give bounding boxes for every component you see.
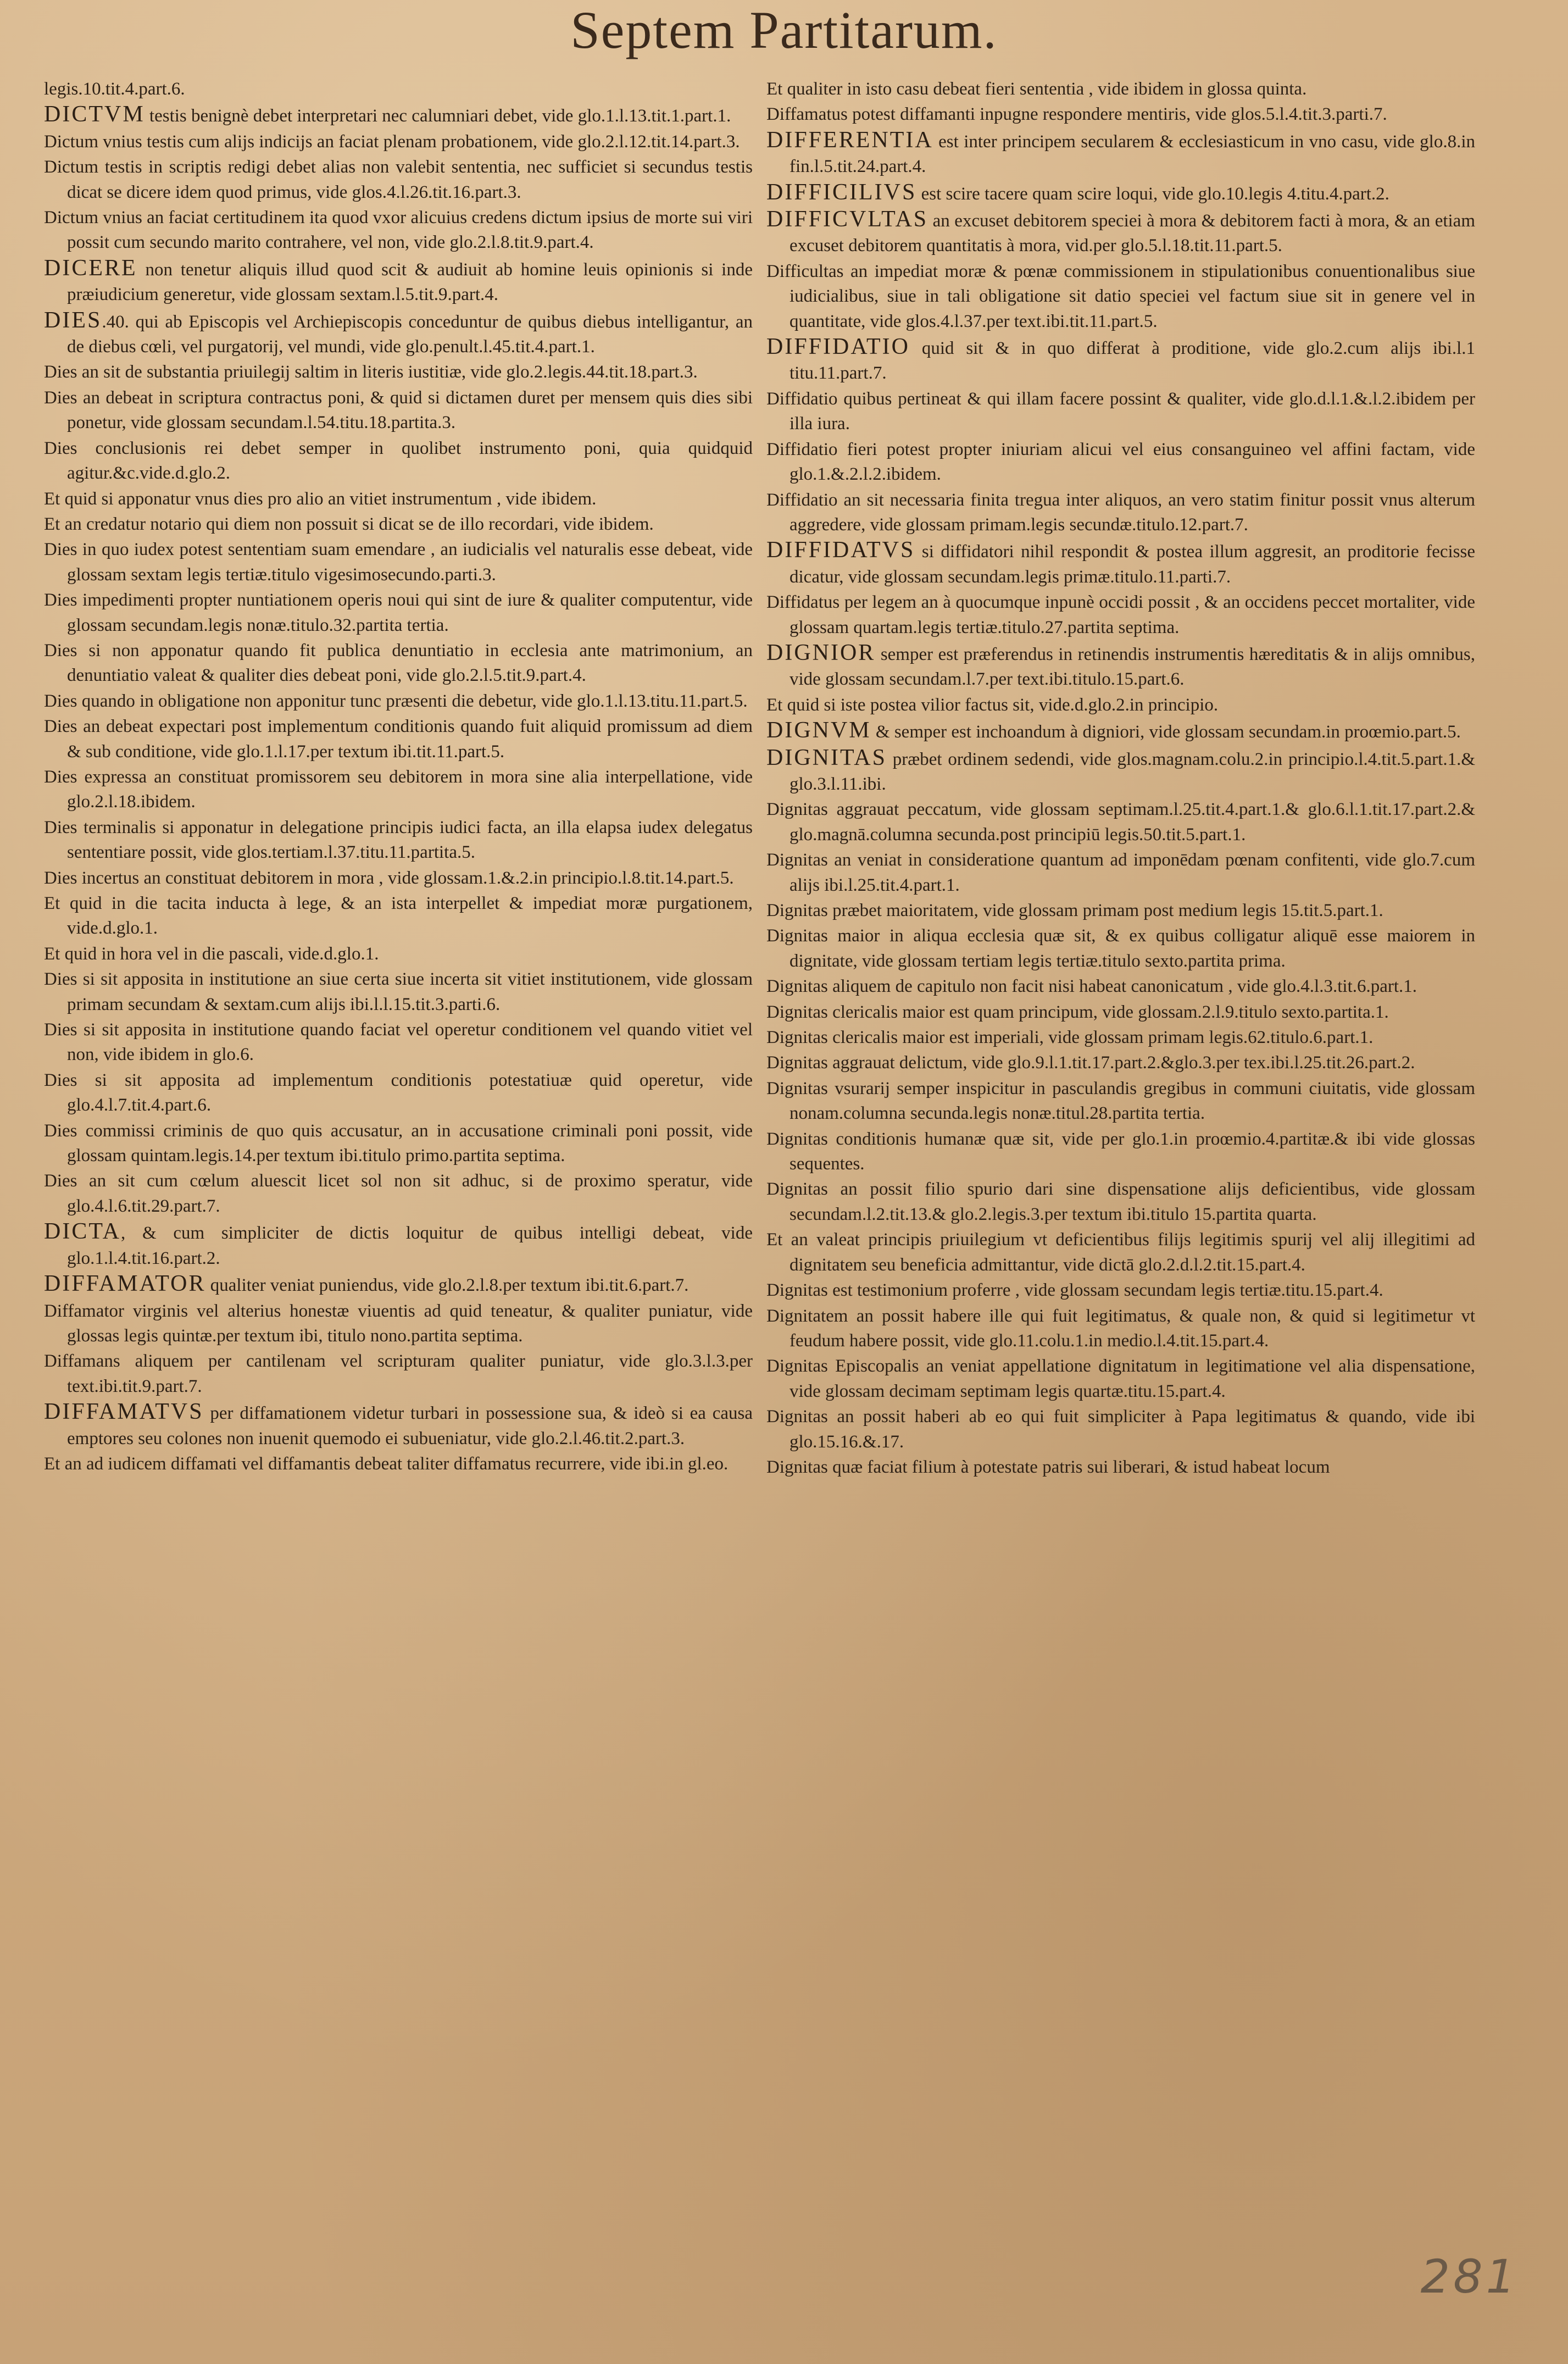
index-entry — [766, 335, 1475, 386]
entry-lemma: DIFFIDATVS — [766, 537, 915, 563]
index-entry — [44, 206, 753, 256]
index-entry — [44, 1068, 753, 1118]
index-entry — [44, 639, 753, 689]
entry-text: Dignitas quæ faciat filium à potestate patris sui liberari, & istud habeat locum — [766, 1457, 1330, 1477]
entry-text: Et an credatur notario qui diem non possuit si dicat se de illo recordari, vide ibidem. — [44, 514, 654, 534]
left-column — [44, 77, 753, 1477]
entry-text: Et quid si iste postea vilior factus sit, vide.d.glo.2.in principio. — [766, 695, 1219, 715]
entry-lemma: DIFFAMATOR — [44, 1271, 206, 1297]
index-entry — [766, 1304, 1475, 1354]
entry-text: Diffidatio fieri potest propter iniuriam alicui vel eius consanguineo vel affini factam, vide glo.1.&.2.l.2.ibidem. — [766, 439, 1475, 485]
index-entry — [44, 714, 753, 764]
entry-lemma: DIGNITAS — [766, 745, 887, 770]
entry-text: Dignitas conditionis humanæ quæ sit, vide per glo.1.in proœmio.4.partitæ.& ibi vide glossas sequentes. — [766, 1129, 1475, 1174]
entry-text: Dies in quo iudex potest sententiam suam emendare , an iudicialis vel naturalis esse debeat, vide glossam sextam legis tertiæ.titulo vigesimosecundo.parti.3. — [44, 540, 753, 585]
entry-text: Dignitatem an possit habere ille qui fuit legitimatus, & quale non, & quid si legitimetur vt feudum habere possit, vide glo.11.colu.1.in medio.l.4.tit.15.part.4. — [766, 1306, 1475, 1351]
index-entry — [766, 437, 1475, 487]
index-entry — [766, 1076, 1475, 1126]
entry-text: semper est præferendus in retinendis instrumentis hæreditatis & in alijs omnibus, vide glossam secundam.l.7.per text.ibi.titulo.15.part.6. — [789, 644, 1475, 690]
index-entry — [44, 1219, 753, 1271]
entry-text: qualiter veniat puniendus, vide glo.2.l.8.per textum ibi.tit.6.part.7. — [205, 1275, 689, 1296]
entry-text: Dignitas an possit filio spurio dari sine dispensatione alijs deficientibus, vide glossam secundam.l.2.tit.13.& glo.2.legis.3.per textum ibi.titulo 15.partita quarta. — [766, 1179, 1475, 1224]
entry-text: est scire tacere quam scire loqui, vide glo.10.legis 4.titu.4.part.2. — [916, 184, 1389, 204]
entry-lemma: DIFFAMATVS — [44, 1399, 204, 1425]
entry-text: an excuset debitorem speciei à mora & debitorem facti à mora, & an etiam excuset debitorem quantitatis à mora, vid.per glo.5.l.18.tit.11.part.5. — [789, 211, 1475, 256]
index-entry — [44, 891, 753, 941]
index-entry — [44, 765, 753, 815]
entry-text: Dies an sit de substantia priuilegij saltim in literis iustitiæ, vide glo.2.legis.44.tit.18.part.3. — [44, 362, 698, 382]
entry-text: Diffidatio an sit necessaria finita tregua inter aliquos, an vero statim finitur possit vnus alterum aggredere, vide glossam primam.legis secundæ.titulo.12.part.7. — [766, 490, 1475, 535]
index-entry — [766, 259, 1475, 334]
entry-text: Diffidatus per legem an à quocumque inpunè occidi possit , & an occidens peccet mortaliter, vide glossam quartam.legis tertiæ.titulo.27.partita septima. — [766, 592, 1475, 637]
index-entry — [766, 387, 1475, 437]
entry-text: Dictum vnius an faciat certitudinem ita quod vxor alicuius credens dictum ipsius de morte sui viri possit cum secundo marito contrahere, vel non, vide glo.2.l.8.tit.9.part.4. — [44, 208, 753, 253]
index-entry — [44, 308, 753, 360]
index-entry — [766, 746, 1475, 797]
index-entry — [766, 538, 1475, 590]
entry-text: Dies expressa an constituat promissorem seu debitorem in mora sine alia interpellatione, vide glo.2.l.18.ibidem. — [44, 767, 753, 812]
index-entry — [766, 1000, 1475, 1025]
index-entry — [44, 77, 753, 102]
index-entry — [44, 386, 753, 436]
index-entry — [44, 1452, 753, 1477]
entry-text: non tenetur aliquis illud quod scit & audiuit ab homine leuis opinionis si inde præiudicium generetur, vide glossam sextam.l.5.tit.9.part.4. — [67, 259, 753, 305]
index-entry — [766, 1354, 1475, 1404]
index-entry — [44, 1018, 753, 1068]
entry-lemma: DIFFERENTIA — [766, 127, 933, 153]
entry-lemma: DIES — [44, 307, 102, 333]
index-entry — [766, 128, 1475, 180]
entry-lemma: DIGNIOR — [766, 640, 876, 665]
entry-text: Et quid in hora vel in die pascali, vide.d.glo.1. — [44, 944, 379, 964]
index-entry — [766, 590, 1475, 640]
entry-text: Diffamans aliquem per cantilenam vel scripturam qualiter puniatur, vide glo.3.l.3.per text.ibi.tit.9.part.7. — [44, 1351, 753, 1396]
entry-text: Dignitas vsurarij semper inspicitur in pasculandis gregibus in communi ciuitatis, vide glossam nonam.columna secunda.legis nonæ.titul.28.partita tertia. — [766, 1078, 1475, 1124]
entry-lemma: DIFFICVLTAS — [766, 207, 928, 232]
index-entry — [44, 537, 753, 587]
entry-text: Dies an debeat in scriptura contractus poni, & quid si dictamen duret per mensem quis dies sibi ponetur, vide glossam secundam.l.54.titu.18.partita.3. — [44, 387, 753, 433]
index-entry — [766, 848, 1475, 898]
entry-text: Dignitas maior in aliqua ecclesia quæ sit, & ex quibus colligatur aliquē esse maiorem in dignitate, vide glossam tertiam legis tertiæ.titulo sexto.partita prima. — [766, 926, 1475, 971]
entry-text: .40. qui ab Episcopis vel Archiepiscopis conceduntur de quibus diebus intelligantur, an de diebus cœli, vel purgatorij, vel mundi, vide glo.penult.l.45.tit.4.part.1. — [67, 312, 753, 357]
entry-text: Dies quando in obligatione non apponitur tunc præsenti die debetur, vide glo.1.l.13.titu.11.part.5. — [44, 691, 748, 711]
entry-text: Dies incertus an constituat debitorem in mora , vide glossam.1.&.2.in principio.l.8.tit.14.part.5. — [44, 868, 734, 888]
entry-text: præbet ordinem sedendi, vide glos.magnam.colu.2.in principio.l.4.tit.5.part.1.& glo.3.l.11.ibi. — [789, 749, 1475, 794]
index-entry — [766, 693, 1475, 718]
index-entry — [766, 1228, 1475, 1278]
index-entry — [766, 1177, 1475, 1227]
entry-text: testis benignè debet interpretari nec calumniari debet, vide glo.1.l.13.tit.1.part.1. — [144, 106, 731, 126]
entry-text: Dignitas an veniat in consideratione quantum ad imponēdam pœnam confitenti, vide glo.7.cum alijs ibi.l.25.tit.4.part.1. — [766, 850, 1475, 895]
entry-text: Dictum testis in scriptis redigi debet alias non valebit sententia, nec sufficiet si secundus testis dicat se dicere idem quod primus, vide glos.4.l.26.tit.16.part.3. — [44, 157, 753, 202]
index-entry — [44, 102, 753, 129]
entry-text: Difficultas an impediat moræ & pœnæ commissionem in stipulationibus conuentionalibus siue iudicialibus, siue in tali obligatione sit datio speciei vel factum siue sit in genere vel in quantitate, vide glos.4.l.37.per text.ibi.tit.11.part.5. — [766, 261, 1475, 331]
entry-text: legis.10.tit.4.part.6. — [44, 79, 185, 99]
entry-text: Diffidatio quibus pertineat & qui illam facere possint & qualiter, vide glo.d.l.1.&.l.2.ibidem per illa iura. — [766, 389, 1475, 434]
index-entry — [766, 974, 1475, 999]
index-entry — [44, 942, 753, 967]
entry-text: Dignitas aggrauat delictum, vide glo.9.l.1.tit.17.part.2.&glo.3.per tex.ibi.l.25.tit.26.part.2. — [766, 1053, 1415, 1073]
index-entry — [44, 436, 753, 486]
index-entry — [44, 1349, 753, 1399]
index-entry — [44, 1299, 753, 1349]
right-column — [766, 77, 1475, 1480]
entry-text: Dies conclusionis rei debet semper in quolibet instrumento poni, quia quidquid agitur.&c.vide.d.glo.2. — [44, 438, 753, 484]
index-entry — [44, 130, 753, 154]
entry-text: Dignitas an possit haberi ab eo qui fuit simpliciter à Papa legitimatus & quando, vide ibi glo.15.16.&.17. — [766, 1407, 1475, 1452]
entry-text: Dignitas est testimonium proferre , vide glossam secundam legis tertiæ.titu.15.part.4. — [766, 1280, 1383, 1301]
index-entry — [44, 967, 753, 1017]
index-entry — [44, 487, 753, 512]
running-head: Septem Partitarum. — [570, 1, 998, 59]
entry-text: Et quid in die tacita inducta à lege, & an ista interpellet & impediat moræ purgationem, vide.d.glo.1. — [44, 894, 753, 939]
index-entry — [766, 718, 1475, 745]
entry-lemma: DIGNVM — [766, 718, 871, 743]
index-entry — [44, 866, 753, 891]
entry-text: Dignitas clericalis maior est quam principum, vide glossam.2.l.9.titulo sexto.partita.1. — [766, 1002, 1389, 1022]
index-entry — [766, 898, 1475, 923]
entry-text: Dies commissi criminis de quo quis accusatur, an in accusatione criminali poni possit, vide glossam quintam.legis.14.per textum ibi.titulo primo.partita septima. — [44, 1120, 753, 1166]
index-entry — [766, 1025, 1475, 1050]
entry-text: Et quid si apponatur vnus dies pro alio an vitiet instrumentum , vide ibidem. — [44, 489, 597, 509]
index-entry — [766, 1278, 1475, 1303]
folio-number: 281 — [1420, 2250, 1519, 2304]
index-entry — [766, 207, 1475, 259]
entry-lemma: DIFFIDATIO — [766, 334, 910, 360]
entry-text: Dies si sit apposita in institutione quando faciat vel operetur conditionem vel quando vitiet vel non, vide ibidem in glo.6. — [44, 1020, 753, 1065]
index-entry — [44, 1400, 753, 1451]
entry-text: Diffamatus potest diffamanti inpugne respondere mentiris, vide glos.5.l.4.tit.3.parti.7. — [766, 104, 1387, 125]
index-entry — [44, 1272, 753, 1298]
index-entry — [44, 256, 753, 308]
entry-lemma: DIFFICILIVS — [766, 179, 917, 205]
index-entry — [44, 155, 753, 205]
entry-text: quid sit & in quo differat à proditione, vide glo.2.cum alijs ibi.l.1 titu.11.part.7. — [789, 338, 1475, 384]
entry-lemma: DICERE — [44, 255, 137, 281]
index-entry — [44, 1169, 753, 1219]
entry-text: Dies terminalis si apponatur in delegatione principis iudici facta, an illa elapsa iudex delegatus sententiare possit, vide glos.tertiam.l.37.titu.11.partita.5. — [44, 817, 753, 863]
index-entry — [766, 1127, 1475, 1177]
entry-text: Dies an sit cum cœlum aluescit licet sol non sit adhuc, si de proximo speratur, vide glo.4.l.6.tit.29.part.7. — [44, 1171, 753, 1216]
entry-text: Dies impedimenti propter nuntiationem operis noui qui sint de iure & qualiter computentur, vide glossam secundam.legis nonæ.titulo.32.partita tertia. — [44, 590, 753, 635]
index-entry — [766, 1405, 1475, 1455]
entry-text: si diffidatori nihil respondit & postea illum aggresit, an proditorie fecisse dicatur, vide glossam secundam.legis primæ.titulo.11.parti.7. — [789, 542, 1475, 587]
entry-text: est inter principem secularem & ecclesiasticum in vno casu, vide glo.8.in fin.l.5.tit.24.part.4. — [789, 131, 1475, 177]
entry-text: Dignitas aggrauat peccatum, vide glossam septimam.l.25.tit.4.part.1.& glo.6.l.1.tit.17.part.2.& glo.magnā.columna secunda.post principiū legis.50.tit.5.part.1. — [766, 800, 1475, 845]
index-entry — [766, 77, 1475, 102]
index-entry — [44, 588, 753, 638]
index-entry — [766, 1455, 1475, 1480]
entry-lemma: DICTA — [44, 1219, 121, 1245]
entry-text: Et qualiter in isto casu debeat fieri sententia , vide ibidem in glossa quinta. — [766, 79, 1307, 99]
entry-text: per diffamationem videtur turbari in possessione sua, & ideò si ea causa emptores seu colones non inuenit quemodo ei subueniatur, vide glo.2.l.46.tit.2.part.3. — [67, 1403, 753, 1449]
entry-text: , & cum simpliciter de dictis loquitur de quibus intelligi debeat, vide glo.1.l.4.tit.16.part.2. — [67, 1223, 753, 1268]
entry-text: Dies si non apponatur quando fit publica denuntiatio in ecclesia ante matrimonium, an denuntiatio valeat & qualiter dies debeat poni, vide glo.2.l.5.tit.9.part.4. — [44, 640, 753, 686]
index-entry — [44, 1119, 753, 1169]
entry-text: Dignitas clericalis maior est imperiali, vide glossam primam legis.62.titulo.6.part.1. — [766, 1028, 1374, 1048]
entry-text: Dictum vnius testis cum alijs indicijs an faciat plenam probationem, vide glo.2.l.12.tit.14.part.3. — [44, 131, 740, 152]
index-entry — [766, 488, 1475, 538]
entry-text: Dies an debeat expectari post implementum conditionis quando fuit aliquid promissum ad diem & sub conditione, vide glo.1.l.17.per textum ibi.tit.11.part.5. — [44, 717, 753, 762]
entry-text: Dignitas aliquem de capitulo non facit nisi habeat canonicatum , vide glo.4.l.3.tit.6.part.1. — [766, 976, 1417, 997]
index-entry — [766, 924, 1475, 974]
index-entry — [766, 641, 1475, 692]
entry-text: Dies si sit apposita in institutione an siue certa siue incerta sit vitiet institutionem, vide glossam primam secundam & sextam.cum alijs ibi.l.l.15.tit.3.parti.6. — [44, 969, 753, 1014]
index-entry — [44, 512, 753, 537]
entry-text: Et an valeat principis priuilegium vt deficientibus filijs legitimis spurij vel alij illegitimi ad dignitatem seu beneficia admittantur, vide dictā glo.2.d.l.2.tit.15.part.4. — [766, 1230, 1475, 1275]
entry-text: Diffamator virginis vel alterius honestæ viuentis ad quid teneatur, & qualiter puniatur, vide glossas legis quintæ.per textum ibi, titulo nono.partita septima. — [44, 1301, 753, 1346]
index-entry — [766, 180, 1475, 207]
entry-text: & semper est inchoandum à digniori, vide glossam secundam.in proœmio.part.5. — [871, 722, 1461, 742]
entry-lemma: DICTVM — [44, 102, 145, 127]
index-entry — [766, 102, 1475, 127]
index-entry — [44, 360, 753, 385]
entry-text: Et an ad iudicem diffamati vel diffamantis debeat taliter diffamatus recurrere, vide ibi.in gl.eo. — [44, 1453, 729, 1474]
index-entry — [766, 1051, 1475, 1075]
entry-text: Dignitas præbet maioritatem, vide glossam primam post medium legis 15.tit.5.part.1. — [766, 901, 1383, 920]
entry-text: Dignitas Episcopalis an veniat appellatione dignitatum in legitimatione vel alia dispensatione, vide glossam decimam septimam legis quartæ.titu.15.part.4. — [766, 1356, 1475, 1401]
index-entry — [766, 797, 1475, 847]
index-entry — [44, 815, 753, 865]
index-entry — [44, 689, 753, 714]
entry-text: Dies si sit apposita ad implementum conditionis potestatiuæ quid operetur, vide glo.4.l.7.tit.4.part.6. — [44, 1070, 753, 1116]
